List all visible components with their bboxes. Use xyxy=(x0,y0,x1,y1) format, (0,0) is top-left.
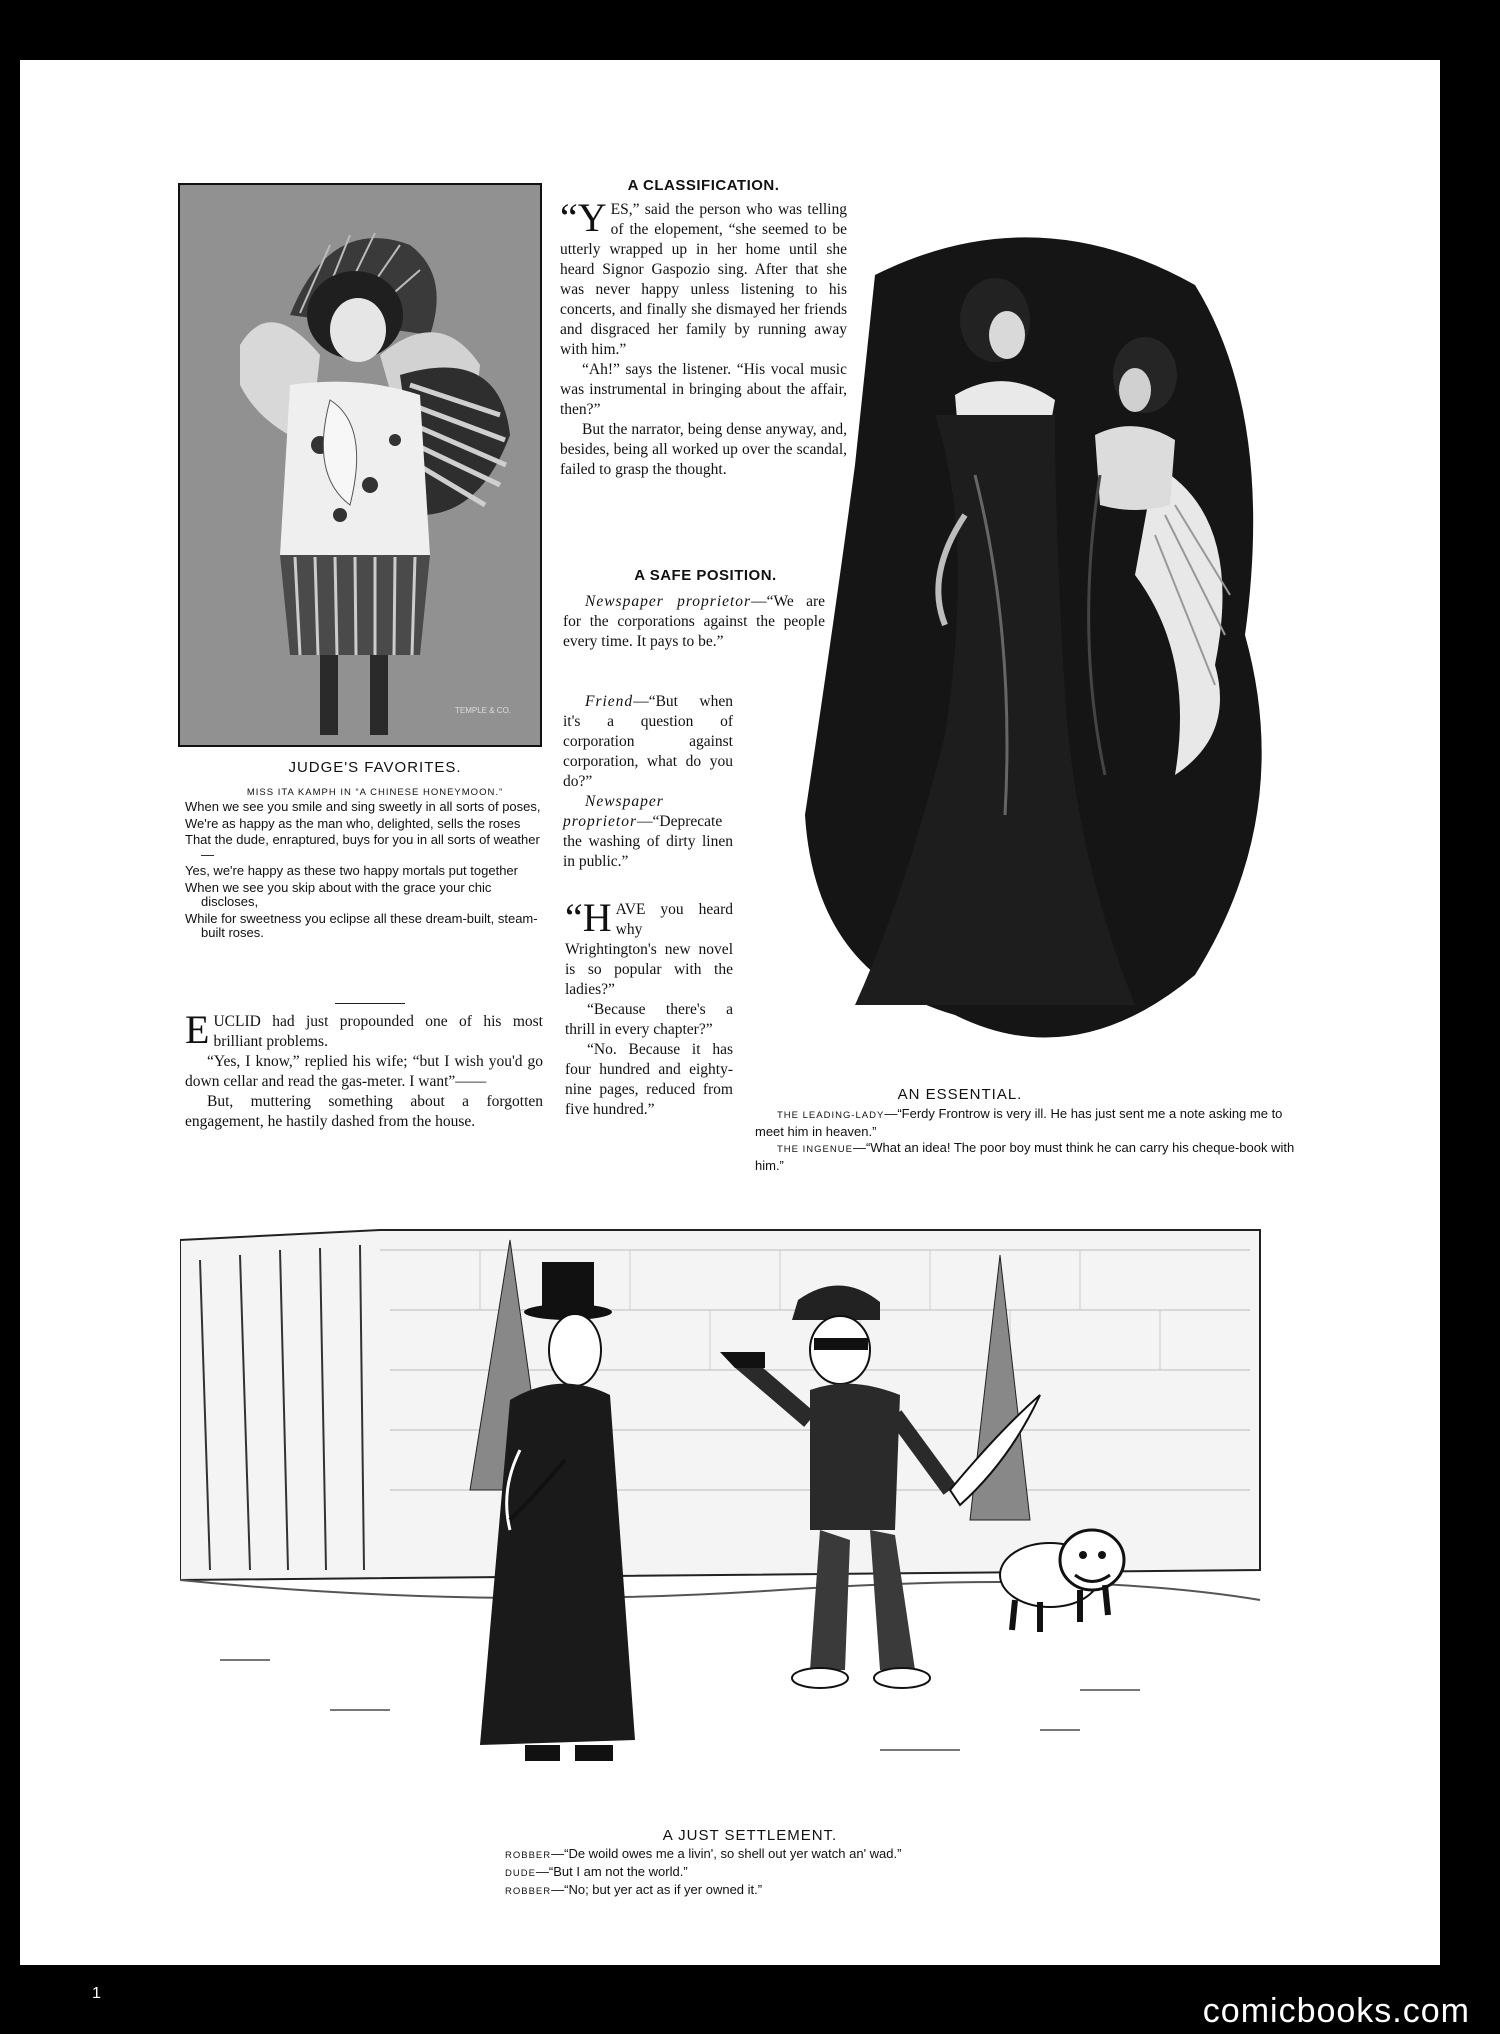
scan-border-top xyxy=(0,0,1500,60)
photo-credit: TEMPLE & CO. xyxy=(455,706,512,715)
dialogue-line: —“What an idea! The poor boy must think he can carry his cheque-book with him.” xyxy=(755,1140,1295,1173)
settlement-dialogue xyxy=(505,1846,1065,1900)
scan-border-right xyxy=(1440,0,1500,2034)
dialogue-line: —“We are for the corporations against the people every time. It pays to be.” xyxy=(563,593,825,650)
dialogue-line: —“But I am not the world.” xyxy=(535,1864,688,1879)
actress-photo xyxy=(178,183,542,747)
verse-line: We're as happy as the man who, delighted, sells the roses xyxy=(185,815,521,831)
just-settlement-art xyxy=(180,1190,1270,1800)
two-women-illustration xyxy=(775,215,1295,1065)
dialogue-line: —“But when it's a question of corporation against corporation, what do you do?” xyxy=(563,693,733,790)
dialogue-line: —“No; but yer act as if yer owned it.” xyxy=(551,1882,763,1897)
verse-line: Yes, we're happy as these two happy mortals put together xyxy=(185,863,518,878)
two-women-art xyxy=(775,215,1295,1065)
just-settlement-illustration xyxy=(180,1190,1270,1800)
verse-line: When we see you skip about with the grace your chic discloses, xyxy=(185,879,492,909)
dialogue-line: —“Ferdy Frontrow is very ill. He has just sent me a note asking me to meet him in heaven.” xyxy=(755,1106,1283,1139)
essential-dialogue xyxy=(755,1106,1310,1174)
novel-anecdote xyxy=(565,895,733,1120)
euclid-first-paragraph: UCLID had just propounded one of his most brilliant problems. xyxy=(213,1013,543,1050)
dialogue-line: —“De woild owes me a livin', so shell out yer watch an' wad.” xyxy=(551,1846,902,1861)
novel-paragraph: “Because there's a thrill in every chapter?” xyxy=(565,1001,733,1038)
favorites-subtitle: MISS ITA KAMPH IN “A CHINESE HONEYMOON.” xyxy=(246,787,504,798)
euclid-paragraph: “Yes, I know,” replied his wife; “but I wish you'd go down cellar and read the gas-meter. I want”—— xyxy=(185,1053,543,1090)
safe-position-title: A SAFE POSITION. xyxy=(634,567,777,584)
verse-line: That the dude, enraptured, buys for you in all sorts of weather— xyxy=(185,832,540,862)
settlement-title-block xyxy=(600,1826,900,1846)
speaker-label: Newspaper proprietor xyxy=(585,593,752,610)
favorites-verse xyxy=(185,800,543,943)
euclid-paragraph: But, muttering something about a forgotten engagement, he hastily dashed from the house. xyxy=(185,1093,543,1130)
actress-photo-art xyxy=(180,185,540,745)
section-rule xyxy=(335,1003,405,1004)
classification-paragraph: But the narrator, being dense anyway, and, besides, being all worked up over the scandal, failed to grasp the thought. xyxy=(560,421,847,478)
classification-paragraph: “Ah!” says the listener. “His vocal music was instrumental in bringing about the affair, then?” xyxy=(560,361,847,418)
settlement-title: A JUST SETTLEMENT. xyxy=(662,1827,838,1844)
euclid-anecdote xyxy=(185,1007,543,1132)
speaker-label: THE INGENUE xyxy=(777,1144,853,1155)
classification-paragraph: ES,” said the person who was telling of the elopement, “she seemed to be utterly wrapped up in her home until she heard Signor Gaspozio sing. After that she was never happy unless listening to his concerts, and finally she dismayed her friends and disgraced her family by running away with him.” xyxy=(560,201,847,358)
speaker-label: Newspaper proprietor xyxy=(563,793,664,830)
essential-title: AN ESSENTIAL. xyxy=(897,1086,1023,1103)
verse-line: When we see you smile and sing sweetly in all sorts of poses, xyxy=(185,799,541,814)
dropcap: “H xyxy=(565,895,612,940)
verse-line: While for sweetness you eclipse all these dream-built, steam-built roses. xyxy=(185,910,538,940)
speaker-label: DUDE xyxy=(505,1868,536,1879)
essential-title-block xyxy=(790,1085,1130,1105)
speaker-label: ROBBER xyxy=(505,1886,552,1897)
watermark: comicbooks.com xyxy=(1202,1992,1470,2030)
dialogue-line: —“Deprecate the washing of dirty linen in public.” xyxy=(563,813,733,870)
corner-mark: 1 xyxy=(92,1985,101,2002)
speaker-label: ROBBER xyxy=(505,1850,552,1861)
novel-paragraph: “No. Because it has four hundred and eighty-nine pages, reduced from five hundred.” xyxy=(565,1041,733,1118)
classification-title: A CLASSIFICATION. xyxy=(627,177,780,194)
safe-position-dialogue-cont xyxy=(563,692,733,872)
speaker-label: THE LEADING-LADY xyxy=(777,1110,885,1121)
favorites-title: JUDGE'S FAVORITES. xyxy=(288,759,462,776)
novel-paragraph: AVE you heard why Wrightington's new novel is so popular with the ladies?” xyxy=(565,901,733,998)
dropcap: “Y xyxy=(560,195,607,240)
dropcap: E xyxy=(185,1007,210,1052)
speaker-label: Friend xyxy=(585,693,634,710)
